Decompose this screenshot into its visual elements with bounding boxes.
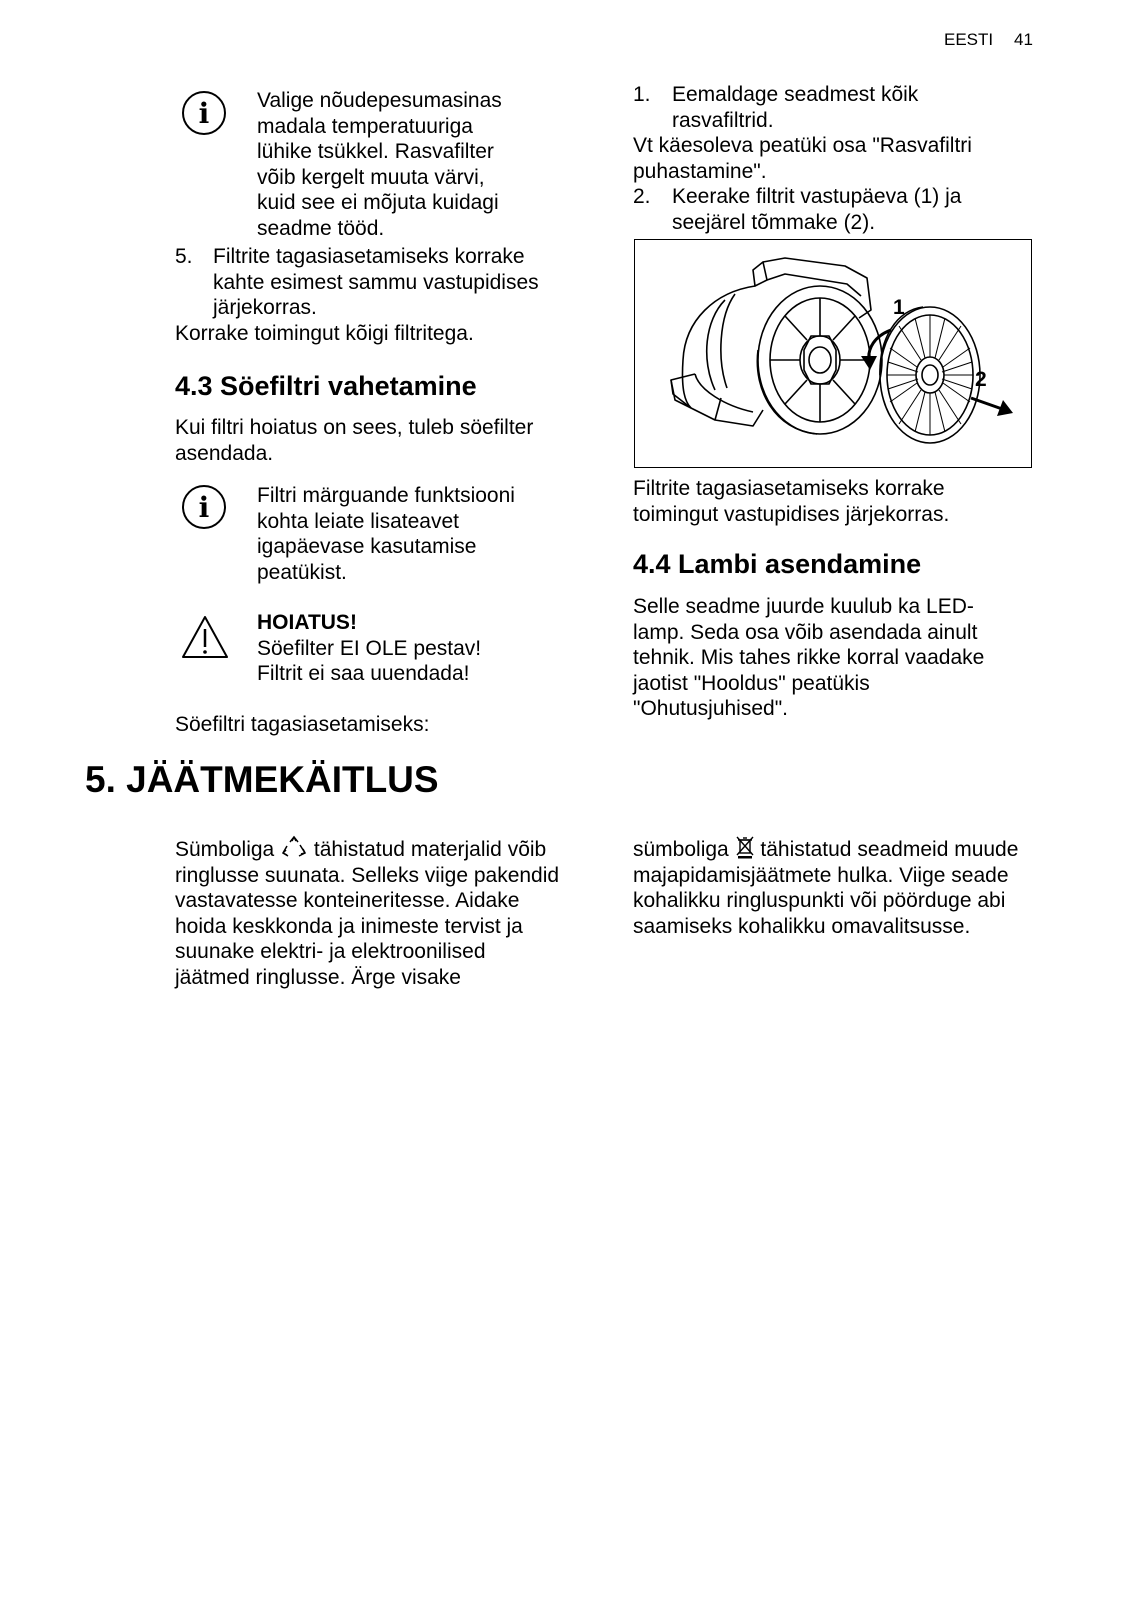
text-line: toimingut vastupidises järjekorras. [633,502,950,526]
text-line: peatükist. [257,560,347,584]
info-note-2 [257,483,515,585]
motor-and-filter-illustration [635,240,1030,466]
text-line: jaotist "Hooldus" peatükis [633,671,870,695]
text-line: saamiseks kohalikku omavalitsusse. [633,914,971,938]
step-2-number: 2. [633,185,651,208]
text-line: võib kergelt muuta värvi, [257,165,485,189]
crossed-bin-icon [735,835,755,859]
text-line: Vt käesoleva peatüki osa "Rasvafiltri [633,134,972,157]
text-line: vastavatesse konteineritesse. Aidake [175,889,520,912]
step-1-number: 1. [633,83,651,106]
recycle-icon [280,835,308,859]
text-line: Filtrite tagasiasetamiseks korrake [213,245,525,268]
svg-text:i: i [198,97,210,130]
text-line: jäätmed ringlusse. Ärge visake [175,965,461,989]
figure-label-rotate: 1 [893,296,905,319]
chapter-5-title: 5. JÄÄTMEKÄITLUS [85,759,439,800]
figure-label-pull: 2 [975,368,987,391]
text-line: lamp. Seda osa võib asendada ainult [633,620,978,644]
text-line: Söefilter EI OLE pestav! [257,636,482,660]
step-5-number: 5. [175,245,193,268]
svg-text:i: i [198,491,210,524]
text-line [633,835,1093,863]
text-line: lühike tsükkel. Rasvafilter [257,140,494,163]
text-line: kohta leiate lisateavet [257,509,459,533]
info-icon [181,484,227,530]
text-line: rasvafiltrid. [672,108,774,132]
text-line: hoida keskkonda ja inimeste tervist ja [175,914,523,938]
text-line: kohalikku ringluspunkti või pöörduge abi [633,889,1006,912]
text-line: Filtri märguande funktsiooni [257,484,515,507]
text-line: madala temperatuuriga [257,114,473,138]
after-figure-note [633,476,949,527]
chapter-5-right-text [633,835,1093,939]
text-line: seejärel tõmmake (2). [672,210,876,234]
warning-triangle-icon [180,614,230,660]
text-fragment: sümboliga [633,838,729,861]
text-line: Keerake filtrit vastupäeva (1) ja [672,185,962,208]
text-line: Eemaldage seadmest kõik [672,83,919,106]
text-line: Filtrite tagasiasetamiseks korrake [633,477,945,500]
text-line [175,835,605,863]
replace-lead: Söefiltri tagasiasetamiseks: [175,713,430,736]
step-1-note [633,133,972,184]
page-number: 41 [1014,30,1033,49]
text-line: seadme tööd. [257,216,385,240]
text-line: tehnik. Mis tahes rikke korral vaadake [633,646,985,669]
section-4-4-body [633,594,984,722]
text-line: suunake elektri- ja elektroonilised [175,940,486,963]
text-line: asendada. [175,441,274,465]
chapter-5-left-text [175,835,605,990]
section-4-3-intro [175,415,533,466]
text-line: Kui filtri hoiatus on sees, tuleb söefilter [175,416,534,439]
step-1-text [672,82,918,133]
repeat-note: Korrake toimingut kõigi filtritega. [175,322,474,345]
text-fragment: tähistatud seadmeid muude [760,838,1019,861]
info-icon [181,90,227,136]
text-line: kahte esimest sammu vastupidises [213,270,539,294]
text-line: puhastamine". [633,159,767,183]
text-line: majapidamisjäätmete hulka. Viige seade [633,863,1009,887]
filter-removal-figure [634,239,1032,468]
text-line: järjekorras. [213,296,317,319]
step-5-text [213,244,539,321]
text-line: Filtrit ei saa uuendada! [257,662,470,685]
text-line: ringlusse suunata. Selleks viige pakendid [175,863,560,887]
text-fragment: tähistatud materjalid võib [313,838,547,861]
section-4-3-title: 4.3 Söefiltri vahetamine [175,371,477,401]
info-note-1 [257,88,502,241]
text-fragment: Sümboliga [175,838,275,861]
warning-label: HOIATUS! [257,611,357,634]
text-line: "Ohutusjuhised". [633,697,788,720]
text-line: kuid see ei mõjuta kuidagi [257,191,499,214]
header-language: EESTI [944,30,994,49]
step-2-text [672,184,961,235]
text-line: Valige nõudepesumasinas [257,89,502,112]
section-4-4-title: 4.4 Lambi asendamine [633,549,922,579]
warning-block [257,610,481,687]
text-line: igapäevase kasutamise [257,535,477,558]
text-line: Selle seadme juurde kuulub ka LED- [633,595,974,618]
